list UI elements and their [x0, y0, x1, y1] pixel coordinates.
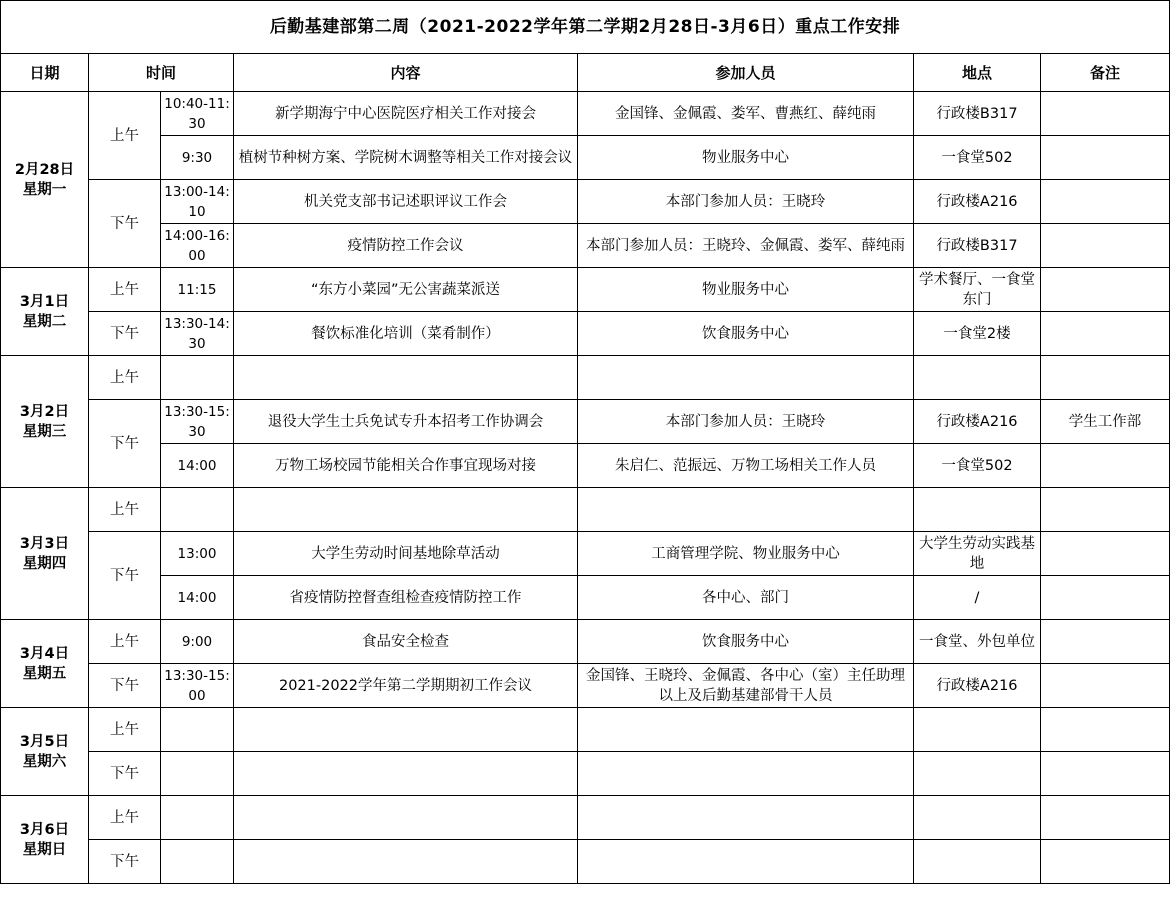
time-cell: 13:30-14:30: [161, 312, 234, 356]
location-cell: 行政楼B317: [914, 92, 1041, 136]
period-cell: 下午: [89, 532, 161, 620]
time-cell: [161, 488, 234, 532]
remarks-cell: [1041, 796, 1170, 840]
remarks-cell: 学生工作部: [1041, 400, 1170, 444]
remarks-cell: [1041, 532, 1170, 576]
participants-cell: 物业服务中心: [578, 136, 914, 180]
time-cell: 9:00: [161, 620, 234, 664]
remarks-cell: [1041, 356, 1170, 400]
remarks-cell: [1041, 136, 1170, 180]
content-cell: [234, 840, 578, 884]
remarks-cell: [1041, 92, 1170, 136]
table-row: [1, 708, 1170, 752]
content-cell: “东方小菜园”无公害蔬菜派送: [234, 268, 578, 312]
participants-cell: 朱启仁、范振远、万物工场相关工作人员: [578, 444, 914, 488]
time-cell: [161, 708, 234, 752]
time-cell: 14:00-16:00: [161, 224, 234, 268]
period-cell: 下午: [89, 752, 161, 796]
weekday-label: 星期二: [22, 313, 67, 330]
remarks-cell: [1041, 268, 1170, 312]
time-cell: 13:00: [161, 532, 234, 576]
remarks-cell: [1041, 840, 1170, 884]
period-cell: 上午: [89, 708, 161, 752]
table-row: [1, 840, 1170, 884]
remarks-cell: [1041, 224, 1170, 268]
date-label: 3月1日: [19, 293, 70, 310]
remarks-cell: [1041, 180, 1170, 224]
location-cell: 一食堂502: [914, 444, 1041, 488]
content-cell: 万物工场校园节能相关合作事宜现场对接: [234, 444, 578, 488]
weekday-label: 星期六: [22, 753, 67, 770]
table-row: [1, 312, 1170, 356]
remarks-cell: [1041, 488, 1170, 532]
table-row: [1, 92, 1170, 136]
date-label: 3月2日: [19, 403, 70, 420]
content-cell: 餐饮标准化培训（菜肴制作）: [234, 312, 578, 356]
remarks-cell: [1041, 444, 1170, 488]
location-cell: 学术餐厅、一食堂东门: [914, 268, 1041, 312]
location-cell: [914, 752, 1041, 796]
remarks-cell: [1041, 576, 1170, 620]
date-label: 2月28日: [14, 161, 75, 178]
table-row: [1, 664, 1170, 708]
location-cell: 行政楼A216: [914, 180, 1041, 224]
time-cell: [161, 356, 234, 400]
table-row: [1, 752, 1170, 796]
participants-cell: 饮食服务中心: [578, 312, 914, 356]
header-participants: 参加人员: [578, 54, 914, 92]
time-cell: [161, 752, 234, 796]
table-row: [1, 180, 1170, 224]
content-cell: [234, 708, 578, 752]
time-cell: 13:00-14:10: [161, 180, 234, 224]
table-row: [1, 576, 1170, 620]
date-label: 3月5日: [19, 733, 70, 750]
remarks-cell: [1041, 664, 1170, 708]
location-cell: 大学生劳动实践基地: [914, 532, 1041, 576]
table-row: [1, 268, 1170, 312]
header-location: 地点: [914, 54, 1041, 92]
period-cell: 上午: [89, 796, 161, 840]
table-row: [1, 620, 1170, 664]
table-row: [1, 224, 1170, 268]
date-label: 3月3日: [19, 535, 70, 552]
period-cell: 下午: [89, 180, 161, 268]
participants-cell: [578, 356, 914, 400]
participants-cell: [578, 752, 914, 796]
weekday-label: 星期四: [22, 555, 67, 572]
participants-cell: 本部门参加人员：王晓玲: [578, 180, 914, 224]
location-cell: /: [914, 576, 1041, 620]
content-cell: [234, 488, 578, 532]
weekday-label: 星期一: [22, 181, 67, 198]
remarks-cell: [1041, 620, 1170, 664]
period-cell: 上午: [89, 356, 161, 400]
date-cell: [1, 796, 89, 884]
participants-cell: [578, 840, 914, 884]
table-row: [1, 136, 1170, 180]
participants-cell: 金国锋、王晓玲、金佩霞、各中心（室）主任助理以上及后勤基建部骨干人员: [578, 664, 914, 708]
content-cell: 大学生劳动时间基地除草活动: [234, 532, 578, 576]
time-cell: 14:00: [161, 444, 234, 488]
location-cell: [914, 840, 1041, 884]
time-cell: 13:30-15:00: [161, 664, 234, 708]
period-cell: 上午: [89, 488, 161, 532]
participants-cell: 本部门参加人员：王晓玲: [578, 400, 914, 444]
location-cell: [914, 796, 1041, 840]
time-cell: 10:40-11:30: [161, 92, 234, 136]
header-content: 内容: [234, 54, 578, 92]
location-cell: 一食堂、外包单位: [914, 620, 1041, 664]
date-cell: [1, 356, 89, 488]
content-cell: 机关党支部书记述职评议工作会: [234, 180, 578, 224]
participants-cell: 本部门参加人员：王晓玲、金佩霞、娄军、薛纯雨: [578, 224, 914, 268]
content-cell: [234, 356, 578, 400]
participants-cell: [578, 488, 914, 532]
time-cell: 14:00: [161, 576, 234, 620]
header-time: 时间: [89, 54, 234, 92]
table-row: [1, 488, 1170, 532]
time-cell: 9:30: [161, 136, 234, 180]
period-cell: 下午: [89, 840, 161, 884]
time-cell: 11:15: [161, 268, 234, 312]
table-row: [1, 532, 1170, 576]
date-cell: [1, 488, 89, 620]
period-cell: 上午: [89, 92, 161, 180]
table-row: [1, 400, 1170, 444]
period-cell: 下午: [89, 312, 161, 356]
content-cell: 疫情防控工作会议: [234, 224, 578, 268]
table-row: [1, 796, 1170, 840]
date-label: 3月4日: [19, 645, 70, 662]
participants-cell: 饮食服务中心: [578, 620, 914, 664]
period-cell: 下午: [89, 664, 161, 708]
header-date: 日期: [1, 54, 89, 92]
time-cell: [161, 796, 234, 840]
location-cell: 行政楼A216: [914, 664, 1041, 708]
content-cell: 食品安全检查: [234, 620, 578, 664]
content-cell: 退役大学生士兵免试专升本招考工作协调会: [234, 400, 578, 444]
location-cell: [914, 488, 1041, 532]
participants-cell: 物业服务中心: [578, 268, 914, 312]
period-cell: 下午: [89, 400, 161, 488]
location-cell: 一食堂502: [914, 136, 1041, 180]
table-row: [1, 444, 1170, 488]
weekday-label: 星期三: [22, 423, 67, 440]
location-cell: 行政楼B317: [914, 224, 1041, 268]
remarks-cell: [1041, 312, 1170, 356]
content-cell: 新学期海宁中心医院医疗相关工作对接会: [234, 92, 578, 136]
participants-cell: [578, 708, 914, 752]
date-cell: [1, 268, 89, 356]
weekday-label: 星期五: [22, 665, 67, 682]
date-cell: [1, 620, 89, 708]
remarks-cell: [1041, 752, 1170, 796]
time-cell: 13:30-15:30: [161, 400, 234, 444]
table-row: [1, 356, 1170, 400]
period-cell: 上午: [89, 268, 161, 312]
location-cell: 行政楼A216: [914, 400, 1041, 444]
location-cell: [914, 356, 1041, 400]
header-remarks: 备注: [1041, 54, 1170, 92]
date-cell: [1, 708, 89, 796]
weekday-label: 星期日: [22, 841, 67, 858]
content-cell: [234, 796, 578, 840]
participants-cell: [578, 796, 914, 840]
date-label: 3月6日: [19, 821, 70, 838]
content-cell: 植树节种树方案、学院树木调整等相关工作对接会议: [234, 136, 578, 180]
period-cell: 上午: [89, 620, 161, 664]
content-cell: 省疫情防控督查组检查疫情防控工作: [234, 576, 578, 620]
participants-cell: 金国锋、金佩霞、娄军、曹燕红、薛纯雨: [578, 92, 914, 136]
participants-cell: 各中心、部门: [578, 576, 914, 620]
date-cell: [1, 92, 89, 268]
content-cell: [234, 752, 578, 796]
location-cell: [914, 708, 1041, 752]
participants-cell: 工商管理学院、物业服务中心: [578, 532, 914, 576]
page-title: 后勤基建部第二周（2021-2022学年第二学期2月28日-3月6日）重点工作安排: [1, 1, 1170, 54]
location-cell: 一食堂2楼: [914, 312, 1041, 356]
time-cell: [161, 840, 234, 884]
content-cell: 2021-2022学年第二学期期初工作会议: [234, 664, 578, 708]
remarks-cell: [1041, 708, 1170, 752]
